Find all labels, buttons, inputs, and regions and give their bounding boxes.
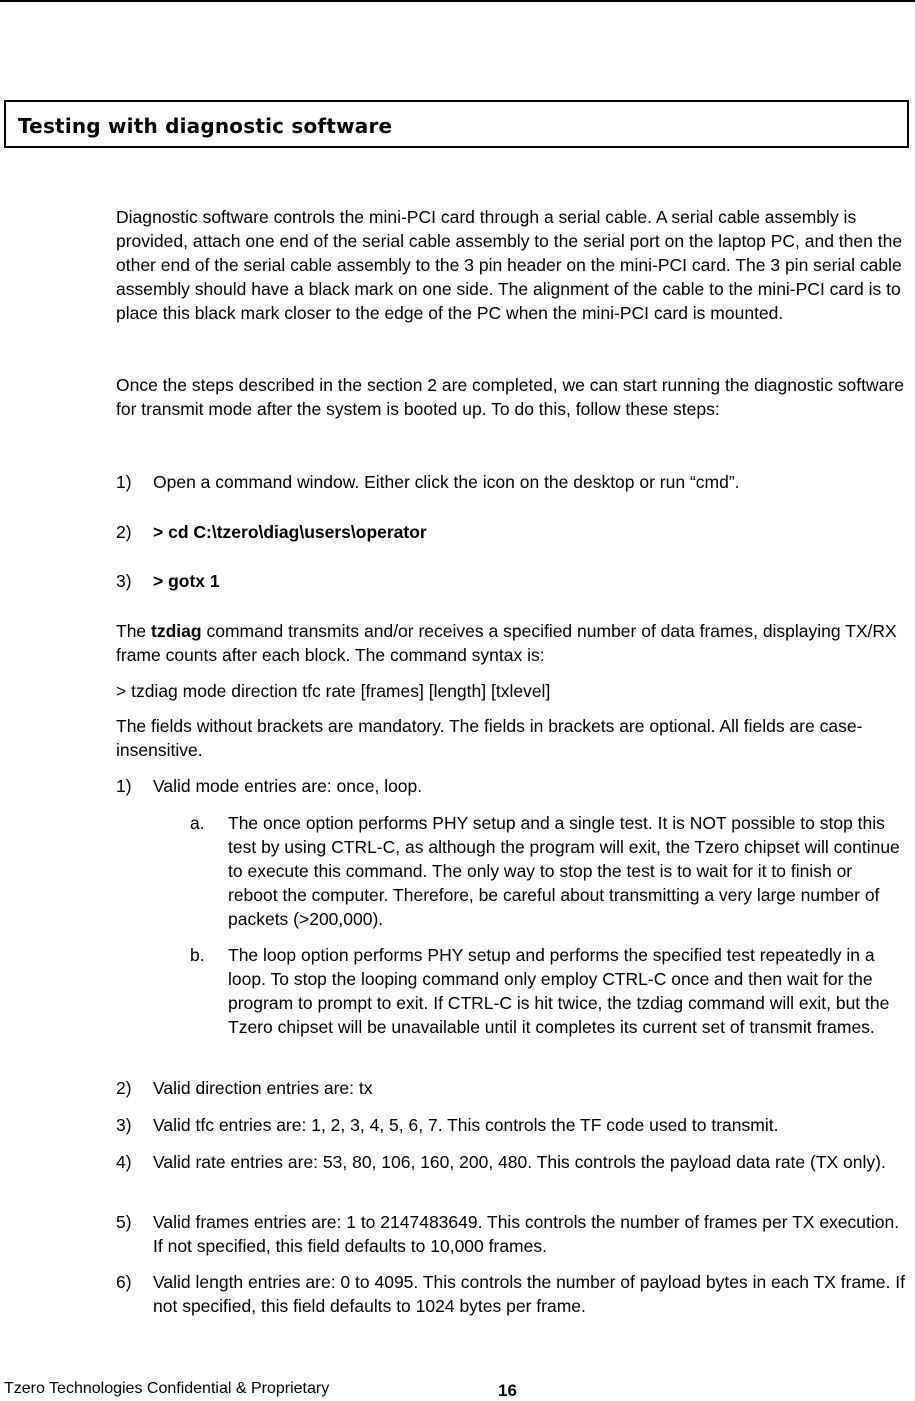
option-letter: b. — [190, 945, 205, 965]
option-letter: a. — [190, 813, 205, 833]
step-number: 3) — [116, 571, 132, 591]
field-number: 5) — [116, 1212, 132, 1232]
tzdiag-command-name: tzdiag — [151, 621, 202, 641]
field-text: Valid frames entries are: 1 to 2147483649. This controls the number of frames per TX execution. If not specified, this field defaults to 10,000 frames. — [153, 1212, 900, 1256]
intro-paragraph: Diagnostic software controls the mini-PCI card through a serial cable. A serial cable assembly is provided, attach one end of the serial cable assembly to the serial port on the laptop PC, and then the other end of the serial cable assembly to the 3 pin header on the mini-PCI card. The 3 pin serial cable assembly should have a black mark on one side. The alignment of the cable to the mini-PCI card is to place this black mark closer to the edge of the PC when the mini-PCI card is mounted. — [116, 207, 903, 323]
page-number: 16 — [498, 1381, 517, 1400]
field-number: 3) — [116, 1115, 132, 1135]
tzdiag-description-text: command transmits and/or receives a specified number of data frames, displaying TX/RX frame counts after each block. The command syntax is: — [116, 621, 897, 665]
footer-company: Tzero Technologies Confidential & Proprietary — [4, 1380, 330, 1397]
step-text: Open a command window. Either click the icon on the desktop or run “cmd”. — [153, 472, 740, 492]
field-text: Valid direction entries are: tx — [153, 1078, 373, 1098]
tzdiag-description — [116, 619, 906, 667]
field-text: Valid mode entries are: once, loop. — [153, 776, 423, 796]
section-heading: Testing with diagnostic software — [18, 114, 393, 138]
section-heading-box — [4, 100, 909, 148]
field-text: Valid length entries are: 0 to 4095. This controls the number of payload bytes in each TX frame. If not specified, this field defaults to 1024 bytes per frame. — [153, 1272, 905, 1316]
fields-note: The fields without brackets are mandatory. The fields in brackets are optional. All fields are case-insensitive. — [116, 716, 863, 760]
step-number: 1) — [116, 472, 132, 492]
field-number: 1) — [116, 776, 132, 796]
step-command: > cd C:\tzero\diag\users\operator — [153, 522, 427, 542]
step-command: > gotx 1 — [153, 571, 220, 591]
option-text: The once option performs PHY setup and a single test. It is NOT possible to stop this test by using CTRL-C, as although the program will exit, the Tzero chipset will continue to execute this command. The only way to stop the test is to wait for it to finish or reboot the computer. Therefore, be careful about transmitting a very large number of packets (>200,000). — [228, 813, 900, 929]
steps-intro-paragraph: Once the steps described in the section 2 are completed, we can start running the diagnostic software for transmit mode after the system is booted up. To do this, follow these steps: — [116, 375, 904, 419]
field-number: 2) — [116, 1078, 132, 1098]
tzdiag-prefix: The — [116, 621, 152, 641]
step-number: 2) — [116, 522, 132, 542]
field-text: Valid tfc entries are: 1, 2, 3, 4, 5, 6, 7. This controls the TF code used to transmit. — [153, 1115, 779, 1135]
option-text: The loop option performs PHY setup and performs the specified test repeatedly in a loop. To stop the looping command only employ CTRL-C once and then wait for the program to prompt to exit. If CTRL-C is hit twice, the tzdiag command will exit, but the Tzero chipset will be unavailable until it completes its current set of transmit frames. — [228, 945, 890, 1037]
top-rule — [0, 0, 915, 2]
command-syntax: > tzdiag mode direction tfc rate [frames] [length] [txlevel] — [116, 681, 551, 701]
field-text: Valid rate entries are: 53, 80, 106, 160, 200, 480. This controls the payload data rate (TX only). — [153, 1152, 886, 1172]
field-number: 6) — [116, 1272, 132, 1292]
field-number: 4) — [116, 1152, 132, 1172]
